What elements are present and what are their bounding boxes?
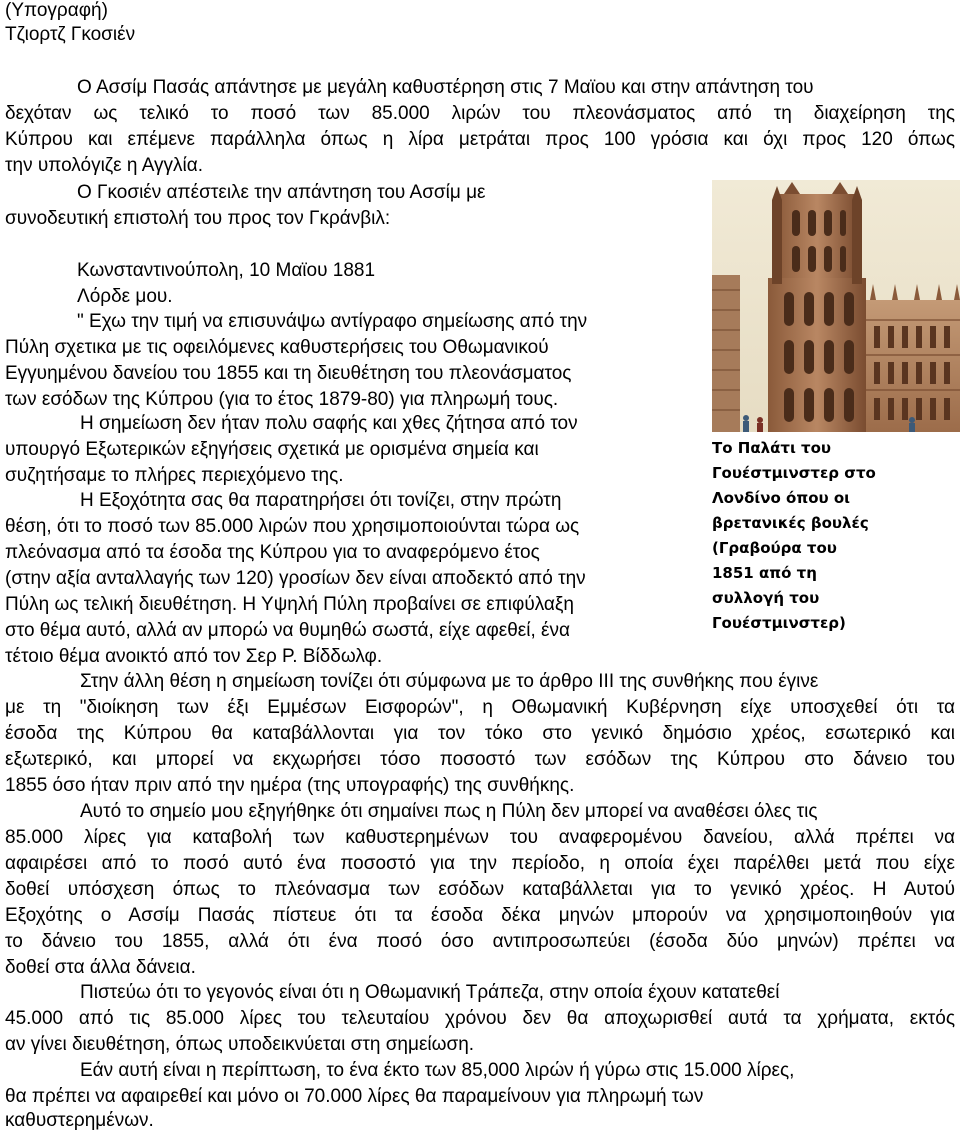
caption-line: 1851 από τη — [712, 564, 817, 582]
letter-line: θα πρέπει να αφαιρεθεί και μόνο οι 70.000 λίρες θα παραμείνουν για πληρωμή των — [5, 1086, 704, 1107]
letter-line: Η Εξοχότητα σας θα παρατηρήσει ότι τονίζει, στην πρώτη — [80, 490, 562, 511]
letter-line: θέση, ότι το ποσό των 85.000 λιρών που χρησιμοποιούνται τώρα ως — [5, 516, 580, 537]
letter-line: 85.000 λίρες για καταβολή των καθυστερημένων του αναφερομένου δανείου, αλλά πρέπει να — [5, 827, 955, 848]
letter-line: 45.000 από τις 85.000 λίρες του τελευταίου χρόνου δεν θα αποχωρισθεί αυτά τα χρήματα, εκτός — [5, 1008, 955, 1029]
letter-line: εξωτερικό, και μπορεί να εκχωρήσει τόσο ποσοστό των εσόδων της Κύπρου στο δάνειο του — [5, 749, 955, 770]
letter-line: δοθεί στα άλλα δάνεια. — [5, 957, 196, 978]
figure-caption — [712, 436, 952, 636]
intro-line: την υπολόγιζε η Αγγλία. — [5, 155, 204, 176]
letter-line: αν γίνει διευθέτηση, όπως υποδεικνύεται στη σημείωση. — [5, 1034, 475, 1055]
letter-line: πλεόνασμα από τα έσοδα της Κύπρου για το αναφερόμενο έτος — [5, 542, 540, 563]
caption-line: (Γραβούρα του — [712, 539, 837, 557]
letter-line: Εγγυημένου δανείου του 1855 και τη διευθέτηση του πλεονάσματος — [5, 363, 572, 384]
letter-line: (στην αξία ανταλλαγής των 120) γροσίων δεν είναι αποδεκτό από την — [5, 568, 586, 589]
letter-line: στο θέμα αυτό, αλλά αν μπορώ να θυμηθώ σωστά, είχε αφεθεί, ένα — [5, 620, 570, 641]
letter-line: καθυστερημένων. — [5, 1110, 154, 1131]
letter-line: έσοδα της Κύπρου θα καταβάλλονται για τον τόκο στο γενικό δημόσιο χρέος, εσωτερικό και — [5, 723, 955, 744]
letter-line: τέτοιο θέμα ανοικτό από τον Σερ Ρ. Βίδδωλφ. — [5, 646, 383, 667]
letter-line: " Εχω την τιμή να επισυνάψω αντίγραφο σημείωσης από την — [77, 311, 588, 332]
letter-line: Πύλη σχετικα με τις οφειλόμενες καθυστερήσεις του Οθωμανικού — [5, 337, 549, 358]
letter-line: το δάνειο του 1855, αλλά ότι ένα ποσό όσο αντιπροσωπεύει (έσοδα δύο μηνών) πρέπει να — [5, 931, 955, 952]
letter-line: Πύλη ως τελική διευθέτηση. Η Υψηλή Πύλη προβαίνει σε επιφύλαξη — [5, 594, 574, 615]
westminster-engraving — [712, 180, 960, 432]
intro-line: δεχόταν ως τελικό το ποσό των 85.000 λιρών του πλεονάσματος από τη διαχείρηση της — [5, 103, 955, 124]
letter-line: δοθεί υπόσχεση όπως το πλεόνασμα των εσόδων καταβάλλεται για το γενικό χρέος. Η Αυτού — [5, 879, 955, 900]
letter-place-date: Κωνσταντινούπολη, 10 Μαϊου 1881 — [77, 260, 376, 281]
signature-name: Τζιορτζ Γκοσιέν — [5, 24, 136, 45]
letter-salutation: Λόρδε μου. — [77, 286, 173, 307]
cover-note-line: Ο Γκοσιέν απέστειλε την απάντηση του Ασσίμ με — [77, 182, 486, 203]
letter-line: υπουργό Εξωτερικών εξηγήσεις σχετικά με ορισμένα σημεία και — [5, 439, 539, 460]
letter-line: αφαιρέσει από το ποσό αυτό ένα ποσοστό για την περίοδο, η οποία έχει παρέλθει μετά που είχε — [5, 853, 955, 874]
caption-line: συλλογή του — [712, 589, 820, 607]
caption-line: Γουέστμινστερ στο — [712, 464, 876, 482]
letter-line: Πιστεύω ότι το γεγονός είναι ότι η Οθωμανική Τράπεζα, στην οποία έχουν κατατεθεί — [80, 982, 780, 1003]
caption-line: βρετανικές βουλές — [712, 514, 869, 532]
letter-line: Εάν αυτή είναι η περίπτωση, το ένα έκτο των 85,000 λιρών ή γύρω στις 15.000 λίρες, — [80, 1060, 795, 1081]
signature-label: (Υπογραφή) — [5, 0, 108, 21]
letter-line: Στην άλλη θέση η σημείωση τονίζει ότι σύμφωνα με το άρθρο ΙΙΙ της συνθήκης που έγινε — [80, 671, 819, 692]
letter-line: Η σημείωση δεν ήταν πολυ σαφής και χθες ζήτησα από τον — [80, 413, 578, 434]
caption-line: Γουέστμινστερ) — [712, 614, 846, 632]
letter-line: 1855 όσο ήταν πριν από την ημέρα (της υπογραφής) της συνθήκης. — [5, 775, 575, 796]
letter-line: συζητήσαμε το πλήρες περιεχόμενο της. — [5, 465, 344, 486]
intro-line: Ο Ασσίμ Πασάς απάντησε με μεγάλη καθυστέρηση στις 7 Μαϊου και στην απάντηση του — [77, 77, 814, 98]
letter-line: των εσόδων της Κύπρου (για το έτος 1879-80) για πληρωμή τους. — [5, 389, 559, 410]
intro-line: Κύπρου και επέμενε παράλληλα όπως η λίρα μετράται προς 100 γρόσια και όχι προς 120 όπως — [5, 129, 955, 150]
cover-note-line: συνοδευτική επιστολή του προς τον Γκράνβιλ: — [5, 208, 391, 229]
caption-line: Το Παλάτι του — [712, 439, 832, 457]
letter-line: Εξοχότης ο Ασσίμ Πασάς πίστευε ότι τα έσοδα δέκα μηνών μπορούν να χρησιμοποιηθούν για — [5, 905, 955, 926]
letter-line: με τη "διοίκηση των έξι Εμμέσων Εισφορών", η Οθωμανική Κυβέρνηση είχε υποσχεθεί ότι τα — [5, 697, 955, 718]
letter-line: Αυτό το σημείο μου εξηγήθηκε ότι σημαίνει πως η Πύλη δεν μπορεί να αναθέσει όλες τις — [80, 801, 818, 822]
caption-line: Λονδίνο όπου οι — [712, 489, 851, 507]
